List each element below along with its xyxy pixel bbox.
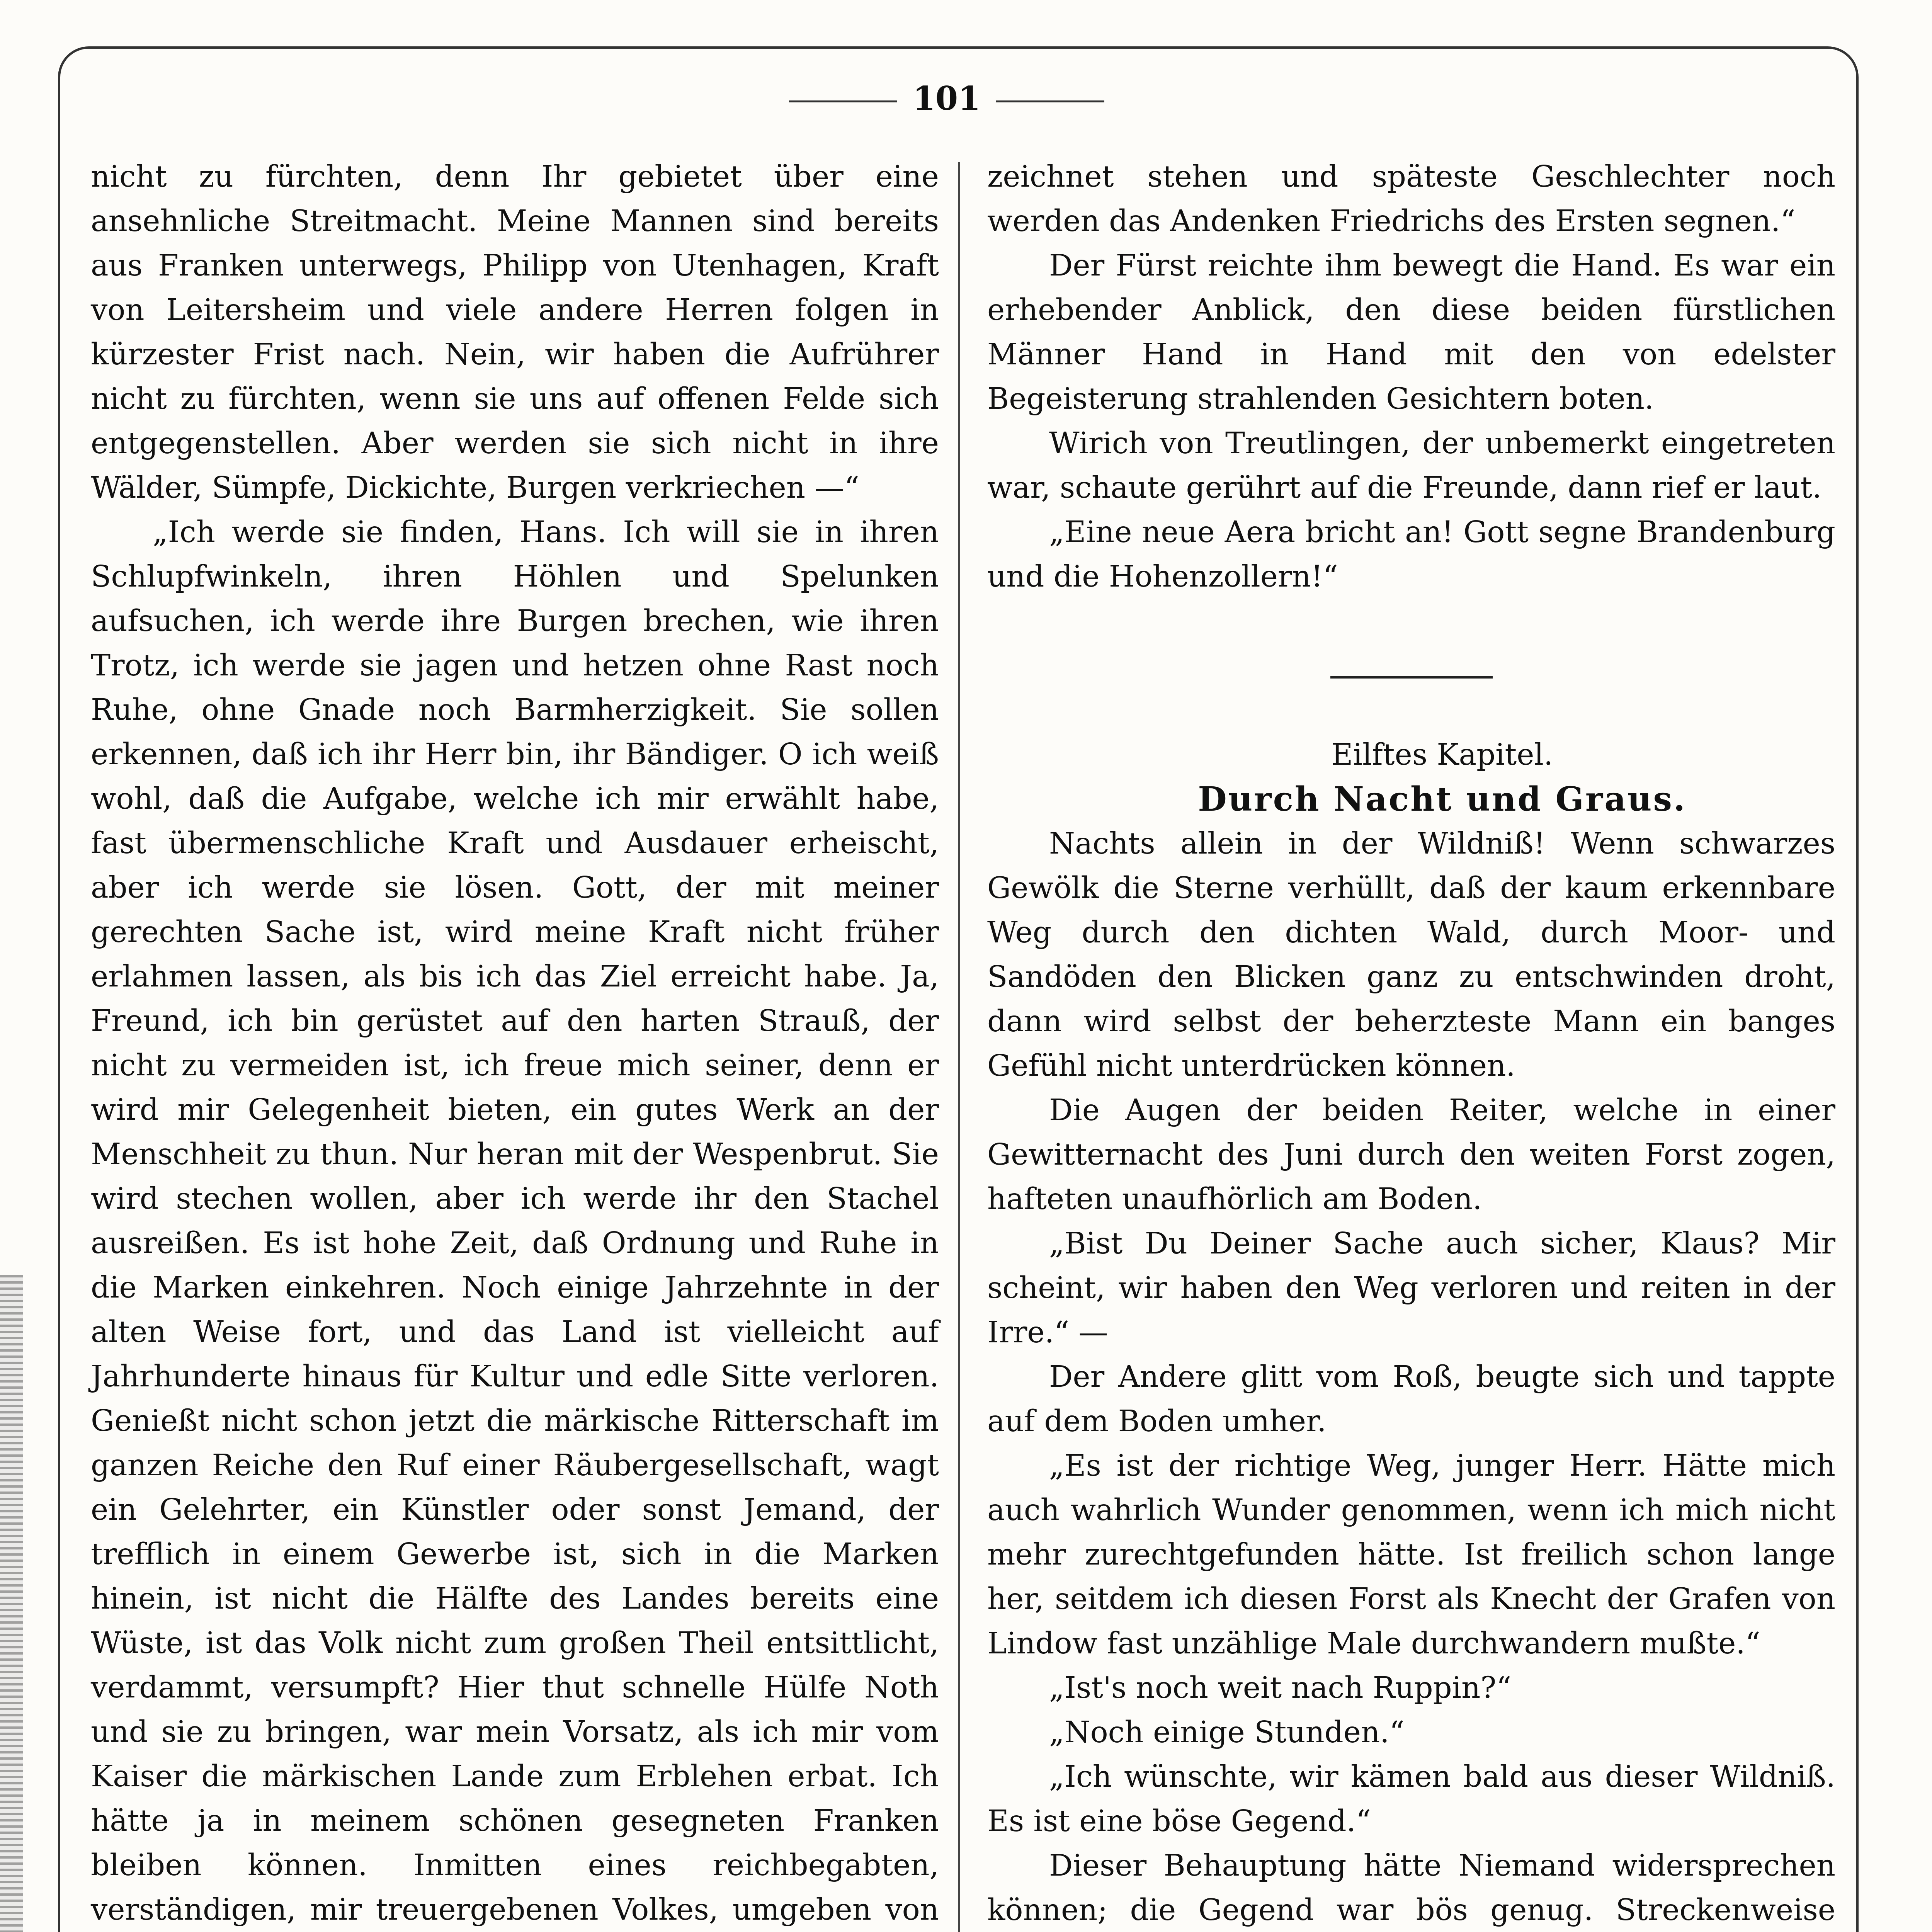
column-divider	[958, 162, 960, 1932]
paragraph: Der Andere glitt vom Roß, beugte sich und tappte auf dem Boden umher.	[987, 1360, 1835, 1439]
paragraph: „Es ist der richtige Weg, junger Herr. Hätte mich auch wahrlich Wunder genommen, wenn ich mich nicht mehr zurechtgefunden hätte. Ist freilich schon lange her, seitdem ich diesen Forst als Knecht der Grafen von Lindow fast unzählige Male durchwandern mußte.“	[987, 1449, 1835, 1661]
paragraph: „Bist Du Deiner Sache auch sicher, Klaus? Mir scheint, wir haben den Weg verloren und reiten in der Irre.“ —	[987, 1226, 1835, 1350]
paragraph: Nachts allein in der Wildniß! Wenn schwarzes Gewölk die Sterne verhüllt, daß der kaum erkennbare Weg durch den dichten Wald, durch Moor- und Sandöden den Blicken ganz zu entschwinden droht, dann wird selbst der beherzteste Mann ein banges Gefühl nicht unterdrücken können.	[987, 827, 1835, 1083]
left-column	[91, 155, 939, 1932]
paragraph: zeichnet stehen und späteste Geschlechter noch werden das Andenken Friedrichs des Ersten segnen.“	[987, 160, 1835, 238]
right-column	[987, 155, 1835, 1932]
paragraph: nicht zu fürchten, denn Ihr gebietet über eine ansehnliche Streitmacht. Meine Mannen sind bereits aus Franken unterwegs, Philipp von Utenhagen, Kraft von Leitersheim und viele andere Herren folgen in kürzester Frist nach. Nein, wir haben die Aufrührer nicht zu fürchten, wenn sie uns auf offenen Felde sich entgegenstellen. Aber werden sie sich nicht in ihre Wälder, Sümpfe, Dickichte, Burgen verkriechen —“	[91, 160, 939, 505]
paragraph: „Ich wünschte, wir kämen bald aus dieser Wildniß. Es ist eine böse Gegend.“	[987, 1760, 1835, 1838]
chapter-title: Durch Nacht und Graus.	[1198, 780, 1687, 819]
page-number-text: 101	[913, 79, 981, 117]
paragraph: Wirich von Treutlingen, der unbemerkt eingetreten war, schaute gerührt auf die Freunde, dann rief er laut.	[987, 426, 1835, 505]
page-number	[753, 79, 1140, 117]
paragraph: „Ist's noch weit nach Ruppin?“	[1049, 1671, 1512, 1705]
page-number-dash-right	[996, 100, 1104, 102]
paragraph: Der Fürst reichte ihm bewegt die Hand. Es war ein erhebender Anblick, den diese beiden fürstlichen Männer Hand in Hand mit den von edelster Begeisterung strahlenden Gesichtern boten.	[987, 248, 1835, 416]
paragraph: „Eine neue Aera bricht an! Gott segne Brandenburg und die Hohenzollern!“	[987, 515, 1835, 594]
chapter-number: Eilftes Kapitel.	[1331, 738, 1553, 772]
paragraph: „Noch einige Stunden.“	[1049, 1715, 1405, 1750]
paragraph: „Ich werde sie finden, Hans. Ich will sie in ihren Schlupfwinkeln, ihren Höhlen und Spelunken aufsuchen, ich werde ihre Burgen brechen, wie ihren Trotz, ich werde sie jagen und hetzen ohne Rast noch Ruhe, ohne Gnade noch Barmherzigkeit. Sie sollen erkennen, daß ich ihr Herr bin, ihr Bändiger. O ich weiß wohl, daß die Aufgabe, welche ich mir erwählt habe, fast übermenschliche Kraft und Ausdauer erheischt, aber ich werde sie lösen. Gott, der mit meiner gerechten Sache ist, wird meine Kraft nicht früher erlahmen lassen, als bis ich das Ziel erreicht habe. Ja, Freund, ich bin gerüstet auf den harten Strauß, der nicht zu vermeiden ist, ich freue mich seiner, denn er wird mir Gelegenheit bieten, ein gutes Werk an der Menschheit zu thun. Nur heran mit der Wespenbrut. Sie wird stechen wollen, aber ich werde ihr den Stachel ausreißen. Es ist hohe Zeit, daß Ordnung und Ruhe in die Marken einkehren. Noch einige Jahrzehnte in der alten Weise fort, und das Land ist vielleicht auf Jahrhunderte hinaus für Kultur und edle Sitte verloren. Genießt nicht schon jetzt die märkische Ritterschaft im ganzen Reiche den Ruf einer Räubergesellschaft, wagt ein Gelehrter, ein Künstler oder sonst Jemand, der trefflich in einem Gewerbe ist, sich in die Marken hinein, ist nicht die Hälfte des Landes bereits eine Wüste, ist das Volk nicht zum großen Theil entsittlicht, verdammt, versumpft? Hier thut schnelle Hülfe Noth und sie zu bringen, war mein Vorsatz, als ich mir vom Kaiser die märkischen Lande zum Erblehen erbat. Ich hätte ja in meinem schönen gesegneten Franken bleiben können. Inmitten eines reichbegabten, verständigen, mir treuergebenen Volkes, umgeben von	[91, 515, 939, 1927]
page-number-dash-left	[789, 100, 897, 102]
binding-edge	[0, 1275, 23, 1932]
paragraph: Die Augen der beiden Reiter, welche in einer Gewitternacht des Juni durch den weiten Forst zogen, hafteten unaufhörlich am Boden.	[987, 1093, 1835, 1216]
section-rule	[1330, 676, 1493, 679]
paragraph: Dieser Behauptung hätte Niemand widersprechen können; die Gegend war bös genug. Streckenweise	[987, 1849, 1835, 1927]
